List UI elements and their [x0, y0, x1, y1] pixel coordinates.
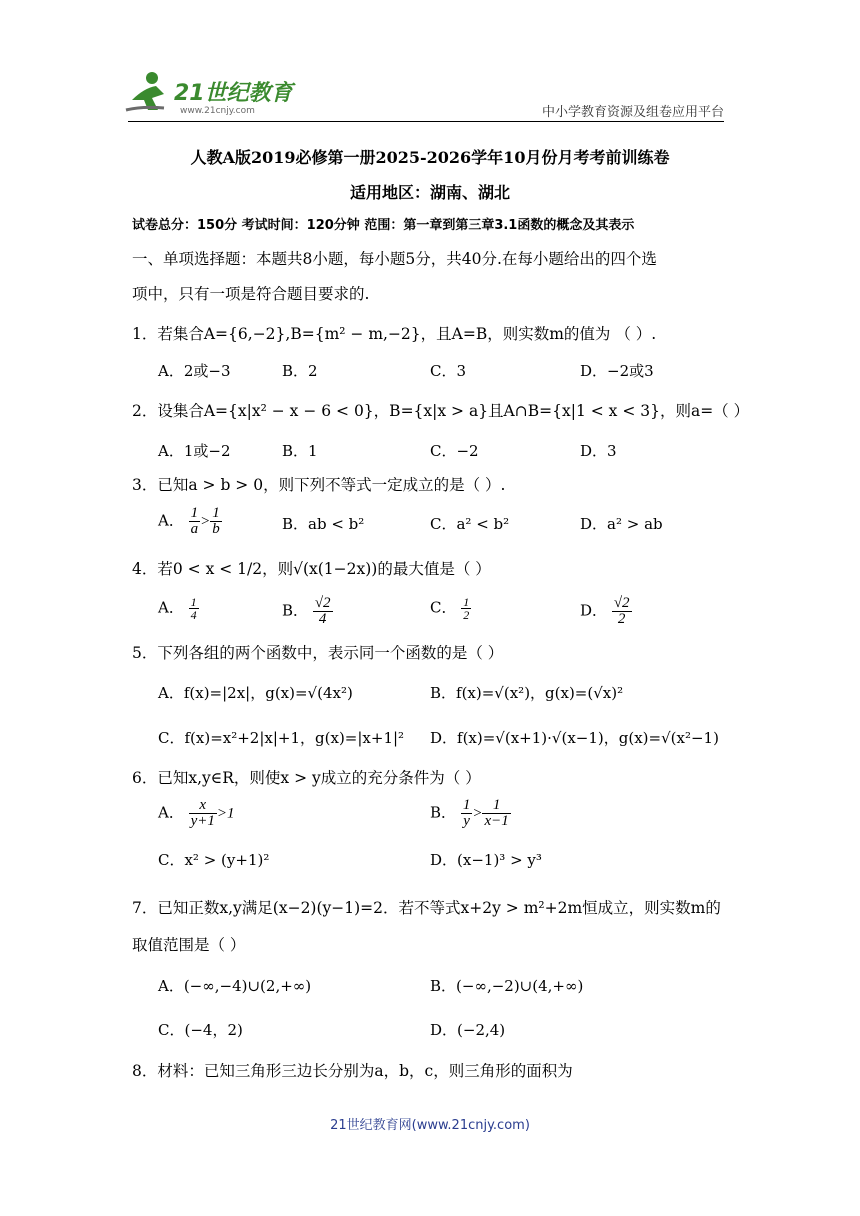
q5-option-d: D．f(x)=√(x+1)·√(x−1)，g(x)=√(x²−1) [430, 729, 719, 747]
q6a-frac: $\frac{x}{y+1}$ [190, 797, 215, 829]
section-intro-line1: 一、单项选择题：本题共8小题，每小题5分，共40分.在每小题给出的四个选 [132, 250, 657, 268]
question-7-stem-cont: 取值范围是（ ） [132, 936, 246, 954]
q7-option-b: B．(−∞,−2)∪(4,+∞) [430, 977, 584, 995]
header-slogan: 中小学教育资源及组卷应用平台 [541, 105, 724, 120]
q1-option-d: D．−2或3 [580, 362, 654, 380]
q5-option-a: A．f(x)=|2x|，g(x)=√(4x²) [158, 684, 353, 702]
q5-option-c: C．f(x)=x²+2|x|+1，g(x)=|x+1|² [158, 729, 405, 747]
header-divider [128, 121, 724, 122]
q4b-frac: $\frac{√2}{4}$ [314, 595, 331, 627]
q2-option-d: D．3 [580, 442, 617, 460]
q4-option-a: A． $\frac{1}{4}$ [158, 595, 197, 622]
q5-option-b: B．f(x)=√(x²)，g(x)=(√x)² [430, 684, 624, 702]
q6-option-b: B． $\frac{1}{y}$ > $\frac{1}{x-1}$ [430, 797, 509, 829]
page-subtitle: 适用地区：湖南、湖北 [349, 183, 510, 202]
q1-option-c: C．3 [430, 362, 467, 380]
q3-option-a: A． $\frac{1}{a}$ > $\frac{1}{b}$ [158, 505, 220, 537]
q4-option-d: D． $\frac{√2}{2}$ [580, 595, 630, 627]
q6b-frac2: $\frac{1}{x-1}$ [484, 797, 509, 829]
q3-option-d: D．a² > ab [580, 515, 663, 533]
q1-option-b: B．2 [282, 362, 318, 380]
logo [122, 66, 292, 122]
q4-option-b: B． $\frac{√2}{4}$ [282, 595, 331, 627]
q3-option-c: C．a² < b² [430, 515, 510, 533]
q2-option-b: B．1 [282, 442, 318, 460]
q3-option-b: B．ab < b² [282, 515, 365, 533]
logo-url: www.21cnjy.com [180, 106, 255, 116]
q7-option-c: C．(−4，2) [158, 1021, 243, 1039]
footer-link[interactable]: 21世纪教育网(www.21cnjy.com) [330, 1118, 530, 1133]
q4c-frac: $\frac{1}{2}$ [463, 595, 470, 622]
q6-option-a: A． $\frac{x}{y+1}$ >1 [158, 797, 235, 829]
question-2-stem: 2．设集合A={x|x² − x − 6 < 0}，B={x|x > a}且A∩B={x|1 < x < 3}，则a=（ ） [132, 402, 750, 420]
question-1-stem: 1．若集合A={6,−2},B={m² − m,−2}，且A=B，则实数m的值为 （ ）. [132, 325, 657, 343]
exam-info: 试卷总分：150分 考试时间：120分钟 范围：第一章到第三章3.1函数的概念及其表示 [132, 218, 635, 233]
section-intro-line2: 项中，只有一项是符合题目要求的. [132, 285, 370, 303]
page-title: 人教A版2019必修第一册2025-2026学年10月份月考考前训练卷 [190, 148, 670, 167]
logo-text: 21世纪教育 [174, 81, 293, 106]
q6-option-d: D．(x−1)³ > y³ [430, 851, 542, 869]
q3-option-a-label: A． [158, 511, 184, 530]
q4a-frac: $\frac{1}{4}$ [190, 595, 197, 622]
question-6-stem: 6．已知x,y∈R，则使x > y成立的充分条件为（ ） [132, 769, 481, 787]
q3a-frac2: $\frac{1}{b}$ [212, 505, 220, 537]
question-8-stem: 8．材料：已知三角形三边长分别为a，b，c，则三角形的面积为 [132, 1062, 573, 1080]
q6b-frac1: $\frac{1}{y}$ [462, 797, 471, 829]
q4-option-c: C． $\frac{1}{2}$ [430, 595, 470, 622]
question-3-stem: 3．已知a > b > 0，则下列不等式一定成立的是（ ）. [132, 476, 506, 494]
q7-option-a: A．(−∞,−4)∪(2,+∞) [158, 977, 312, 995]
question-5-stem: 5．下列各组的两个函数中，表示同一个函数的是（ ） [132, 644, 504, 662]
q1-option-a: A．2或−3 [158, 362, 231, 380]
question-4-stem: 4．若0 < x < 1/2，则√(x(1−2x))的最大值是（ ） [132, 560, 491, 578]
question-7-stem: 7．已知正数x,y满足(x−2)(y−1)=2．若不等式x+2y > m²+2m恒成立，则实数m的 [132, 899, 721, 917]
q7-option-d: D．(−2,4) [430, 1021, 506, 1039]
q6-option-c: C．x² > (y+1)² [158, 851, 270, 869]
q4d-frac: $\frac{√2}{2}$ [613, 595, 630, 627]
q2-option-a: A．1或−2 [158, 442, 231, 460]
q3a-frac1: $\frac{1}{a}$ [190, 505, 199, 537]
q2-option-c: C．−2 [430, 442, 479, 460]
